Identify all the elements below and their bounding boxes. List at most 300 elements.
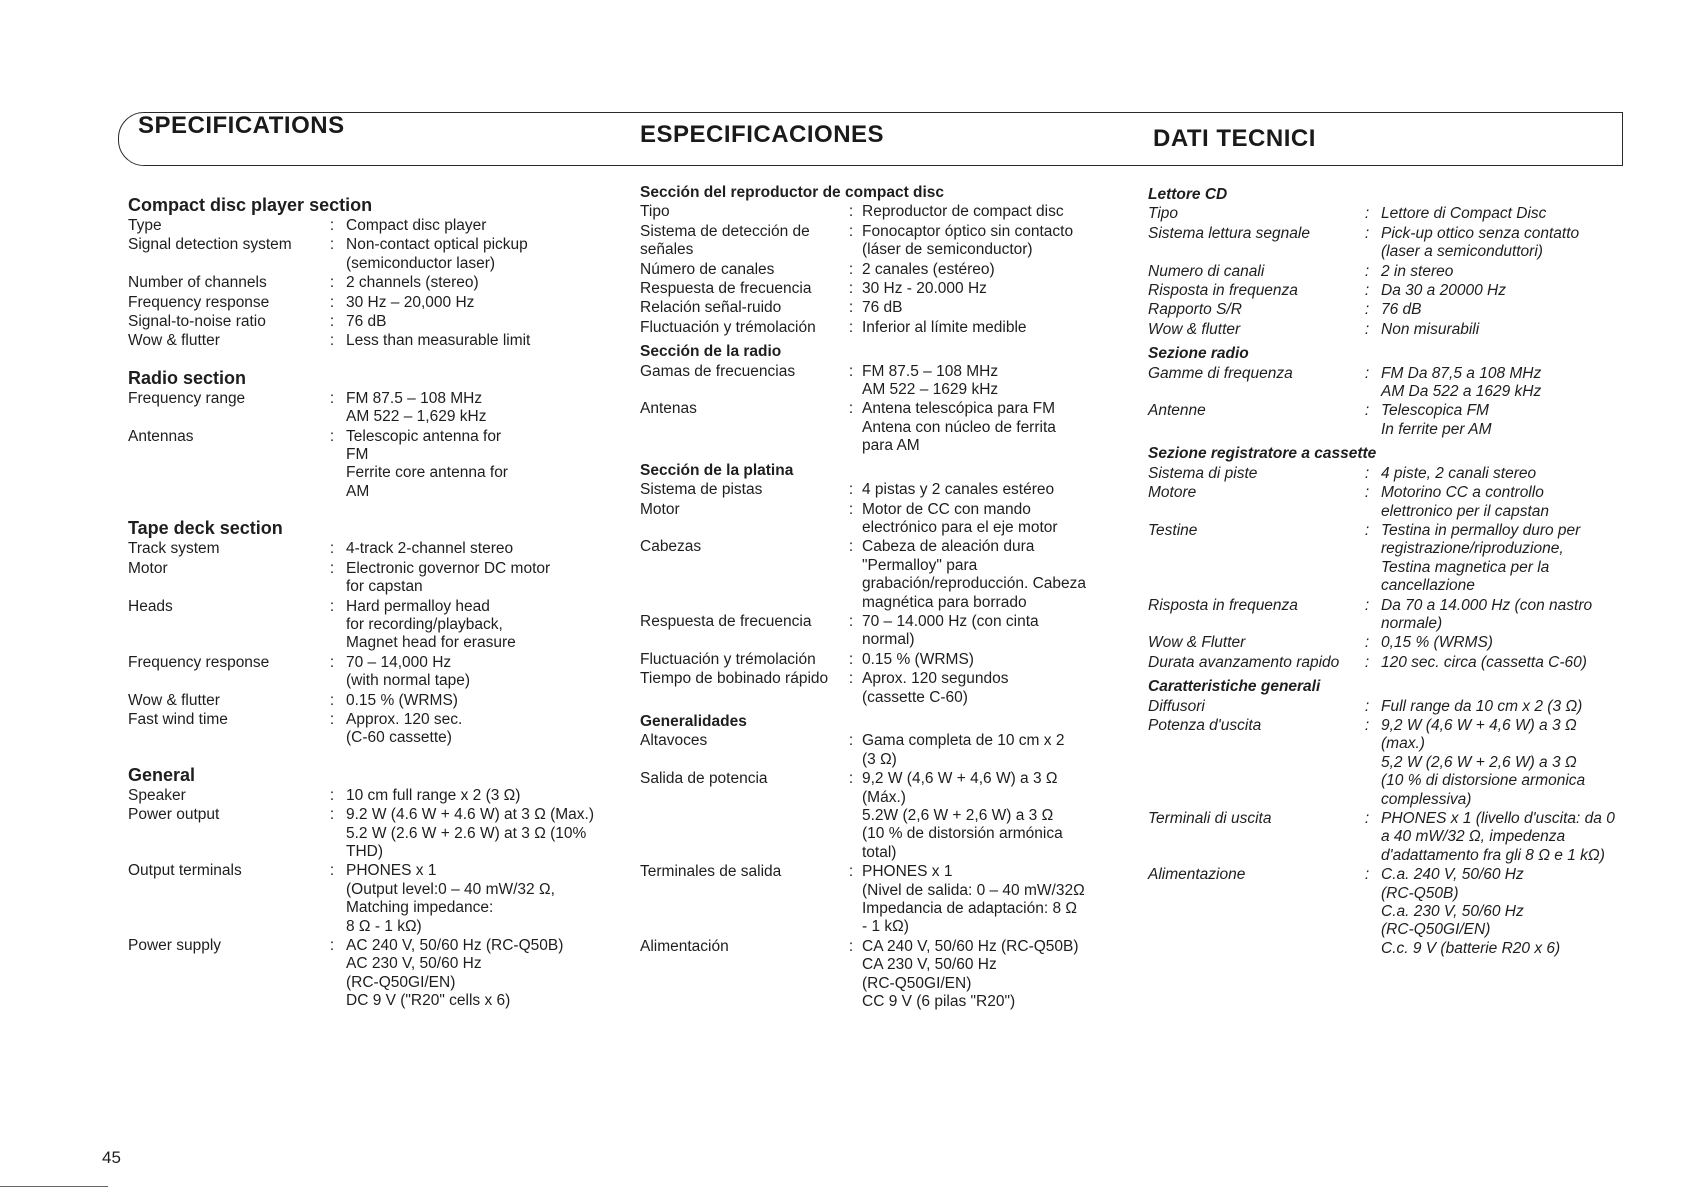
spec-value-line: 120 sec. circa (cassetta C-60)	[1381, 653, 1587, 671]
spec-value	[862, 261, 1120, 279]
spec-value-line: 4-track 2-channel stereo	[346, 540, 514, 558]
spec-row	[128, 236, 608, 273]
colon-separator: :	[848, 362, 854, 380]
spec-label: Fast wind time	[128, 710, 228, 728]
colon-separator: :	[329, 786, 335, 804]
spec-label: Risposta in frequenza	[1148, 596, 1298, 614]
spec-value-line: FM	[346, 446, 369, 464]
spec-label: Heads	[128, 597, 173, 615]
spec-label: Número de canales	[640, 260, 775, 278]
spec-value-line: 4 pistas y 2 canales estéreo	[862, 481, 1055, 499]
spec-value-line: Telescopica FM	[1381, 402, 1489, 420]
colon-separator: :	[329, 236, 335, 254]
spec-value-line: total)	[862, 843, 897, 861]
spec-value	[1381, 654, 1618, 672]
colon-separator: :	[1364, 464, 1370, 482]
spec-value-line: (semiconductor laser)	[346, 254, 496, 272]
colon-separator: :	[1364, 282, 1370, 300]
spec-label: Respuesta de frecuencia	[640, 612, 812, 630]
spec-value	[862, 223, 1120, 260]
spec-value-line: (Máx.)	[862, 788, 906, 806]
spec-value-line: Reproductor de compact disc	[862, 203, 1064, 221]
colon-separator: :	[848, 863, 854, 881]
spec-value-line: Ferrite core antenna for	[346, 464, 508, 482]
spec-value-line: - 1 kΩ)	[862, 918, 909, 936]
spec-row	[1148, 810, 1618, 865]
spec-label: Cabezas	[640, 538, 702, 556]
spec-label: Numero di canali	[1148, 262, 1265, 280]
spec-row	[1148, 465, 1618, 483]
spec-value-line: PHONES x 1	[346, 862, 437, 880]
spec-value-line: AM 522 – 1629 kHz	[862, 381, 999, 399]
spec-value-line: Antena con núcleo de ferrita	[862, 418, 1056, 436]
spec-label: Fluctuación y trémolación	[640, 650, 816, 668]
spec-value-line: (10 % di distorsione armonica	[1381, 772, 1586, 790]
colon-separator: :	[1364, 484, 1370, 502]
colon-separator: :	[329, 559, 335, 577]
colon-separator: :	[1364, 320, 1370, 338]
colon-separator: :	[329, 217, 335, 234]
spec-value-line: 2 canales (estéreo)	[862, 260, 995, 278]
spec-value	[346, 862, 608, 936]
spec-label: Motor	[128, 559, 168, 577]
spec-value	[1381, 634, 1618, 652]
spec-value-line: d'adattamento fra gli 8 Ω e 1 kΩ)	[1381, 846, 1605, 864]
spec-value-line: (max.)	[1381, 735, 1425, 753]
spec-row	[1148, 717, 1618, 809]
spec-label: Salida de potencia	[640, 770, 768, 788]
spec-label: Alimentación	[640, 937, 729, 955]
spec-value-line: registrazione/riproduzione,	[1381, 540, 1564, 558]
colon-separator: :	[1364, 866, 1370, 884]
colon-separator: :	[1364, 205, 1370, 223]
header-specifications: SPECIFICATIONS	[138, 112, 345, 139]
spec-value-line: elettronico per il capstan	[1381, 502, 1550, 520]
colon-separator: :	[1364, 810, 1370, 827]
colon-separator: :	[848, 937, 854, 955]
spec-value	[862, 363, 1120, 400]
spec-value-line: magnética para borrado	[862, 593, 1027, 611]
spec-value	[1381, 225, 1618, 262]
spec-label: Tiempo de bobinado rápido	[640, 670, 829, 688]
section-title: Sección del reproductor de compact disc	[640, 184, 945, 201]
page-number: 45	[102, 1148, 121, 1167]
spec-value-line: 9.2 W (4.6 W + 4.6 W) at 3 Ω (Max.)	[346, 806, 595, 824]
spec-row	[1148, 634, 1618, 652]
spec-value-line: In ferrite per AM	[1381, 420, 1492, 438]
spec-value-line: Non-contact optical pickup	[346, 236, 528, 254]
spec-value-line: Telescopic antenna for	[346, 427, 502, 445]
colon-separator: :	[329, 862, 335, 880]
spec-label: Power supply	[128, 937, 222, 954]
spec-label: Sistema de pistas	[640, 481, 763, 499]
spec-value-line: Pick-up ottico senza contatto	[1381, 224, 1580, 242]
spec-value	[346, 274, 608, 292]
spec-value	[1381, 717, 1618, 809]
spec-row	[1148, 522, 1618, 596]
section-title: Lettore CD	[1148, 186, 1228, 203]
section-title: General	[128, 764, 196, 785]
spec-value	[1381, 465, 1618, 483]
spec-label: Respuesta de frecuencia	[640, 280, 812, 298]
spec-label: Antennas	[128, 427, 194, 445]
spec-value-line: 8 Ω - 1 kΩ)	[346, 917, 422, 935]
spec-value	[1381, 484, 1618, 521]
spec-label: Signal-to-noise ratio	[128, 313, 266, 331]
spec-value-line: 4 piste, 2 canali stereo	[1381, 464, 1537, 482]
spec-value-line: 30 Hz - 20.000 Hz	[862, 280, 987, 298]
spec-value-line: Non misurabili	[1381, 320, 1480, 338]
spec-value-line: "Permalloy" para	[862, 556, 978, 574]
spec-label: Wow & flutter	[128, 691, 220, 709]
spec-value	[1381, 365, 1618, 402]
spec-value-line: 5.2W (2,6 W + 2,6 W) a 3 Ω	[862, 807, 1054, 824]
spec-label: Wow & Flutter	[1148, 634, 1246, 652]
spec-row	[1148, 365, 1618, 402]
spec-value-line: (RC-Q50GI/EN)	[862, 974, 972, 992]
spec-value-line: Motor de CC con mando	[862, 500, 1031, 518]
spec-row	[640, 651, 1120, 669]
spec-label: Fluctuación y trémolación	[640, 318, 816, 336]
spec-value	[346, 390, 608, 427]
spec-label: Wow & flutter	[1148, 320, 1241, 338]
colon-separator: :	[329, 293, 335, 311]
spec-value-line: DC 9 V ("R20" cells x 6)	[346, 992, 511, 1010]
spec-value-line: C.c. 9 V (batterie R20 x 6)	[1381, 939, 1561, 957]
spec-row	[640, 319, 1120, 337]
colon-separator: :	[1364, 402, 1370, 420]
spec-value-line: AM Da 522 a 1629 kHz	[1381, 383, 1542, 401]
colon-separator: :	[848, 670, 854, 688]
section-title: Sezione radio	[1148, 345, 1249, 363]
spec-value	[1381, 698, 1618, 716]
spec-value-line: (láser de semiconductor)	[862, 241, 1033, 259]
colon-separator: :	[848, 260, 854, 278]
header-especificaciones: ESPECIFICACIONES	[640, 121, 885, 148]
section-title: Sezione registratore a cassette	[1148, 445, 1377, 463]
spec-value-line: FM 87.5 – 108 MHz	[862, 362, 999, 380]
section-title: Sección de la platina	[640, 461, 794, 479]
colon-separator: :	[329, 597, 335, 615]
spec-value-line: Fonocaptor óptico sin contacto	[862, 222, 1074, 240]
spec-label: Durata avanzamento rapido	[1148, 653, 1340, 671]
colon-separator: :	[848, 612, 854, 630]
spec-row	[1148, 282, 1618, 300]
spec-row	[128, 217, 608, 235]
spec-value	[346, 711, 608, 748]
spec-value-line: (RC-Q50B)	[1381, 884, 1459, 902]
spec-value-line: a 40 mW/32 Ω, impedenza	[1381, 828, 1566, 846]
colon-separator: :	[848, 280, 854, 298]
colon-separator: :	[1364, 364, 1370, 382]
spec-value-line: cancellazione	[1381, 577, 1475, 595]
spec-value-line: (cassette C-60)	[862, 688, 968, 706]
spec-value-line: FM 87.5 – 108 MHz	[346, 389, 483, 407]
colon-separator: :	[848, 222, 854, 240]
spec-value-line: Matching impedance:	[346, 899, 494, 917]
spec-label: Relación señal-ruido	[640, 299, 782, 317]
spec-value	[346, 236, 608, 273]
spec-value-line: Da 30 a 20000 Hz	[1381, 282, 1506, 300]
spec-row	[128, 806, 608, 861]
spec-value-line: AM	[346, 482, 370, 500]
spec-value-line: (Nivel de salida: 0 – 40 mW/32Ω	[862, 881, 1085, 899]
spec-row	[128, 937, 608, 1011]
spec-value-line: C.a. 240 V, 50/60 Hz	[1381, 866, 1524, 884]
spec-value	[346, 692, 608, 710]
spec-value	[862, 613, 1120, 650]
colon-separator: :	[329, 937, 335, 954]
spec-value	[1381, 301, 1618, 319]
spec-value	[1381, 522, 1618, 596]
spec-value	[346, 217, 608, 235]
spec-value-line: 0,15 % (WRMS)	[1381, 634, 1493, 652]
colon-separator: :	[848, 299, 854, 317]
spec-row	[640, 261, 1120, 279]
spec-value-line: electrónico para el eje motor	[862, 518, 1058, 536]
spec-row	[640, 670, 1120, 707]
spec-row	[640, 732, 1120, 769]
colon-separator: :	[329, 332, 335, 350]
spec-label: Sistema di piste	[1148, 464, 1258, 482]
spec-row	[640, 299, 1120, 317]
spec-value-line: 76 dB	[346, 313, 387, 331]
spec-value-line: 5,2 W (2,6 W + 2,6 W) a 3 Ω	[1381, 753, 1577, 771]
spec-value-line: PHONES x 1	[862, 863, 953, 881]
section-title: Compact disc player section	[128, 195, 373, 215]
spec-value-line: 76 dB	[862, 299, 903, 317]
spec-row	[128, 540, 608, 558]
spec-label: Track system	[128, 540, 220, 558]
colon-separator: :	[848, 203, 854, 221]
spec-label: Frequency range	[128, 389, 246, 407]
spec-row	[1148, 654, 1618, 672]
spec-row	[640, 363, 1120, 400]
spec-label: Signal detection system	[128, 236, 292, 254]
spec-label: Antenas	[640, 400, 697, 418]
spec-value-line: para AM	[862, 437, 920, 455]
spec-label: Altavoces	[640, 732, 708, 750]
spec-row	[640, 613, 1120, 650]
spec-label: Tipo	[640, 203, 670, 221]
spec-value	[862, 203, 1120, 221]
spec-value-line: Antena telescópica para FM	[862, 400, 1055, 418]
spec-label: Risposta in frequenza	[1148, 282, 1298, 300]
spec-row	[640, 770, 1120, 862]
spec-value-line: (laser a semiconduttori)	[1381, 243, 1543, 261]
spec-value	[1381, 866, 1618, 958]
spec-row	[640, 938, 1120, 1012]
spec-value-line: Motorino CC a controllo	[1381, 484, 1544, 502]
spec-value	[862, 863, 1120, 937]
spec-value	[346, 313, 608, 331]
spec-label: Motore	[1148, 484, 1197, 502]
spec-value-line: 0.15 % (WRMS)	[346, 691, 458, 709]
spec-value	[346, 937, 608, 1011]
section-title: Caratteristiche generali	[1148, 678, 1321, 696]
spec-value-line: CA 240 V, 50/60 Hz (RC-Q50B)	[862, 937, 1079, 955]
spec-value	[1381, 810, 1618, 865]
spec-value-line: 9,2 W (4,6 W + 4,6 W) a 3 Ω	[862, 770, 1058, 788]
spec-value-line: Testina in permalloy duro per	[1381, 521, 1581, 539]
colon-separator: :	[329, 806, 335, 824]
spec-value	[862, 280, 1120, 298]
colon-separator: :	[329, 710, 335, 728]
spec-value-line: (RC-Q50GI/EN)	[1381, 921, 1491, 939]
spec-label: Terminales de salida	[640, 863, 782, 881]
colon-separator: :	[329, 313, 335, 331]
spec-label: Testine	[1148, 521, 1198, 539]
spec-row	[640, 863, 1120, 937]
section-title: Tape deck section	[128, 518, 283, 539]
spec-row	[640, 501, 1120, 538]
spec-row	[1148, 698, 1618, 716]
spec-value	[862, 299, 1120, 317]
colon-separator: :	[1364, 262, 1370, 280]
spec-value-line: C.a. 230 V, 50/60 Hz	[1381, 903, 1524, 921]
spec-value	[862, 400, 1120, 455]
spec-value	[1381, 321, 1618, 339]
english-column	[128, 180, 608, 1011]
spec-value-line: normal)	[862, 631, 915, 649]
spec-value-line: 9,2 W (4,6 W + 4,6 W) a 3 Ω	[1381, 716, 1577, 734]
spec-row	[128, 560, 608, 597]
spec-label: Alimentazione	[1148, 866, 1246, 884]
spec-value	[1381, 282, 1618, 300]
spec-value-line: for recording/playback,	[346, 615, 503, 633]
spec-value	[862, 501, 1120, 538]
spec-value	[862, 938, 1120, 1012]
spec-value-line: 70 – 14.000 Hz (con cinta	[862, 612, 1039, 630]
spec-value-line: Electronic governor DC motor	[346, 559, 551, 577]
colon-separator: :	[848, 732, 854, 750]
colon-separator: :	[848, 500, 854, 518]
spec-label: Terminali di uscita	[1148, 810, 1272, 827]
colon-separator: :	[848, 770, 854, 788]
spec-value	[1381, 263, 1618, 281]
spec-value-line: THD)	[346, 842, 384, 860]
spec-row	[128, 332, 608, 350]
spec-value-line: Aprox. 120 segundos	[862, 670, 1009, 688]
spec-value-line: 30 Hz – 20,000 Hz	[346, 293, 475, 311]
spec-row	[128, 598, 608, 653]
spec-value	[862, 319, 1120, 337]
spec-value-line: AC 230 V, 50/60 Hz	[346, 955, 482, 973]
spec-value-line: complessiva)	[1381, 790, 1472, 808]
spec-value-line: CA 230 V, 50/60 Hz	[862, 956, 997, 974]
spec-label: Diffusori	[1148, 697, 1205, 715]
colon-separator: :	[1364, 521, 1370, 539]
colon-separator: :	[1364, 634, 1370, 652]
spec-value-line: Less than measurable limit	[346, 332, 531, 350]
colon-separator: :	[848, 318, 854, 336]
spec-value-line: (3 Ω)	[862, 750, 897, 768]
spec-value	[346, 332, 608, 350]
spec-label: Number of channels	[128, 274, 267, 292]
spec-value-line: 5.2 W (2.6 W + 2.6 W) at 3 Ω (10%	[346, 824, 587, 842]
spec-value-line: Compact disc player	[346, 217, 487, 234]
spec-value-line: Inferior al límite medible	[862, 318, 1027, 336]
spec-label: Speaker	[128, 786, 186, 804]
spec-label: Tipo	[1148, 205, 1179, 223]
spec-label: Gamme di frequenza	[1148, 364, 1293, 382]
spec-value-line: (10 % de distorsión armónica	[862, 825, 1063, 843]
spec-label: Sistema lettura segnale	[1148, 224, 1310, 242]
colon-separator: :	[848, 538, 854, 556]
colon-separator: :	[1364, 224, 1370, 242]
spec-row	[640, 538, 1120, 612]
spec-row	[640, 203, 1120, 221]
spec-label: Frequency response	[128, 653, 270, 671]
colon-separator: :	[329, 691, 335, 709]
spec-row	[1148, 263, 1618, 281]
spec-value-line: PHONES x 1 (livello d'uscita: da 0	[1381, 810, 1615, 827]
spec-value-line: normale)	[1381, 614, 1443, 632]
spec-row	[128, 862, 608, 936]
spec-row	[1148, 402, 1618, 439]
spec-label: Sistema de detección de señales	[640, 222, 810, 259]
spec-row	[128, 787, 608, 805]
spec-label: Motor	[640, 500, 680, 518]
spec-row	[128, 390, 608, 427]
spec-value	[346, 294, 608, 312]
spec-row	[640, 223, 1120, 260]
colon-separator: :	[848, 400, 854, 418]
spec-value-line: FM Da 87,5 a 108 MHz	[1381, 364, 1542, 382]
spec-row	[640, 400, 1120, 455]
spec-value	[346, 598, 608, 653]
spec-row	[1148, 484, 1618, 521]
spec-value	[346, 540, 608, 558]
spec-label: Potenza d'uscita	[1148, 716, 1262, 734]
spec-label: Rapporto S/R	[1148, 301, 1242, 319]
spec-label: Power output	[128, 806, 220, 824]
spec-row	[1148, 205, 1618, 223]
colon-separator: :	[848, 481, 854, 499]
spec-value-line: 2 in stereo	[1381, 262, 1454, 280]
spec-value	[1381, 205, 1618, 223]
section-title: Radio section	[128, 367, 247, 388]
spec-value-line: Gama completa de 10 cm x 2	[862, 732, 1065, 750]
colon-separator: :	[848, 650, 854, 668]
spec-value-line: Cabeza de aleación dura	[862, 538, 1035, 556]
spec-value-line: Approx. 120 sec.	[346, 710, 463, 728]
spec-value	[862, 651, 1120, 669]
spec-row	[128, 654, 608, 691]
spec-value-line: Impedancia de adaptación: 8 Ω	[862, 900, 1077, 918]
spec-row	[128, 711, 608, 748]
spec-value-line: 76 dB	[1381, 301, 1422, 319]
spec-label: Antenne	[1148, 402, 1206, 420]
spec-value-line: 2 channels (stereo)	[346, 274, 479, 292]
spec-row	[1148, 321, 1618, 339]
colon-separator: :	[329, 653, 335, 671]
spec-value-line: Lettore di Compact Disc	[1381, 205, 1547, 223]
spec-value-line: (C-60 cassette)	[346, 729, 452, 747]
spec-label: Wow & flutter	[128, 332, 220, 350]
spec-row	[1148, 597, 1618, 634]
spec-value-line: (RC-Q50GI/EN)	[346, 973, 456, 991]
colon-separator: :	[1364, 596, 1370, 614]
spec-value-line: CC 9 V (6 pilas "R20")	[862, 993, 1016, 1011]
spec-value-line: (with normal tape)	[346, 672, 471, 690]
spec-value	[346, 560, 608, 597]
spec-value-line: Full range da 10 cm x 2 (3 Ω)	[1381, 697, 1583, 715]
spec-value	[862, 538, 1120, 612]
spec-label: Output terminals	[128, 862, 242, 880]
colon-separator: :	[1364, 697, 1370, 715]
spec-value	[862, 732, 1120, 769]
